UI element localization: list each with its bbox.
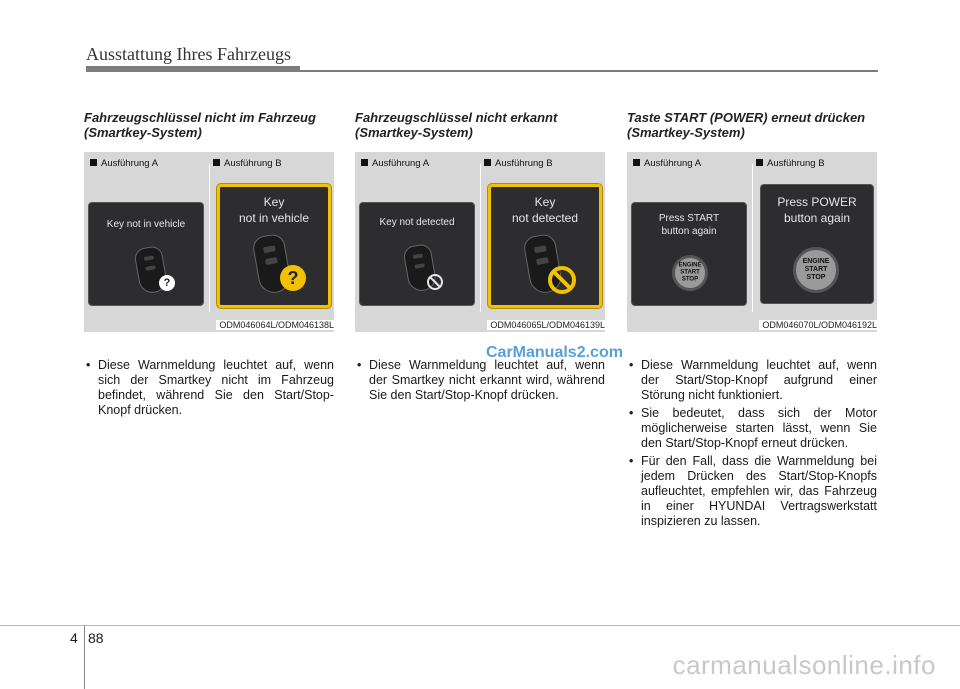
engine-start-stop-icon: ENGINE START STOP (793, 247, 839, 293)
variant-a-label: Ausführung A (361, 158, 429, 169)
section-press-start-again (627, 110, 877, 532)
figure-code: ODM046064L/ODM046138L (216, 320, 334, 330)
list-item: • Diese Warnmeldung leuchtet auf, wenn der Smartkey nicht erkannt wird, während Sie den Start/Stop-Knopf drücken. (355, 358, 605, 403)
list-item: • Sie bedeutet, dass sich der Motor möglicherweise starten lässt, wenn Sie den Start/Stop-Knopf erneut drücken. (627, 406, 877, 451)
section-title: Taste START (POWER) erneut drücken (Smartkey-System) (627, 110, 866, 140)
variant-b-label: Ausführung B (756, 158, 825, 169)
display-variant-b: Key not in vehicle ? (217, 184, 331, 308)
variant-b-label: Ausführung B (213, 158, 282, 169)
section-key-not-in-vehicle (84, 110, 334, 421)
variant-a-label: Ausführung A (633, 158, 701, 169)
display-variant-a: Press START button again ENGINE START STOP (631, 202, 747, 306)
list-item: • Diese Warnmeldung leuchtet auf, wenn der Start/Stop-Knopf aufgrund einer Störung nicht funktioniert. (627, 358, 877, 403)
display-variant-b: Press POWER button again ENGINE START STOP (760, 184, 874, 304)
prohibited-icon (426, 273, 444, 291)
warning-figure (84, 152, 334, 332)
variant-b-label: Ausführung B (484, 158, 553, 169)
variant-a-label: Ausführung A (90, 158, 158, 169)
engine-start-stop-icon: ENGINE START STOP (672, 255, 708, 291)
warning-figure (627, 152, 877, 332)
display-variant-a: Key not detected (359, 202, 475, 306)
section-title: Fahrzeugschlüssel nicht erkannt (Smartkey-System) (355, 110, 558, 140)
watermark-link[interactable]: CarManuals2.com (486, 344, 623, 361)
figure-code: ODM046070L/ODM046192L (759, 320, 877, 330)
prohibited-icon (547, 265, 577, 295)
page-number: 88 (88, 630, 104, 646)
list-item: • Diese Warnmeldung leuchtet auf, wenn sich der Smartkey nicht im Fahrzeug befindet, während Sie den Start/Stop-Knopf drücken. (84, 358, 334, 418)
watermark-footer: carmanualsonline.info (672, 650, 936, 680)
display-variant-b: Key not detected (488, 184, 602, 308)
list-item: • Für den Fall, dass die Warnmeldung bei jedem Drücken des Start/Stop-Knopfs aufleuchtet, empfehlen wir, das Fahrzeug in einer HYUNDAI Vertragswerkstatt inspizieren zu lassen. (627, 454, 877, 529)
bullet-list (627, 358, 877, 529)
figure-code: ODM046065L/ODM046139L (487, 320, 605, 330)
footer-divider (84, 625, 85, 689)
display-variant-a: Key not in vehicle ? (88, 202, 204, 306)
chapter-number: 4 (70, 630, 78, 646)
question-icon: ? (159, 275, 175, 291)
warning-figure (355, 152, 605, 332)
page-header-title: Ausstattung Ihres Fahrzeugs (86, 44, 291, 64)
header-bar (86, 66, 300, 72)
bullet-list (84, 358, 334, 418)
footer-rule (0, 625, 960, 626)
bullet-list (355, 358, 605, 403)
header-rule (300, 70, 878, 72)
section-title: Fahrzeugschlüssel nicht im Fahrzeug (Smartkey-System) (84, 110, 316, 140)
question-icon: ? (280, 265, 306, 291)
